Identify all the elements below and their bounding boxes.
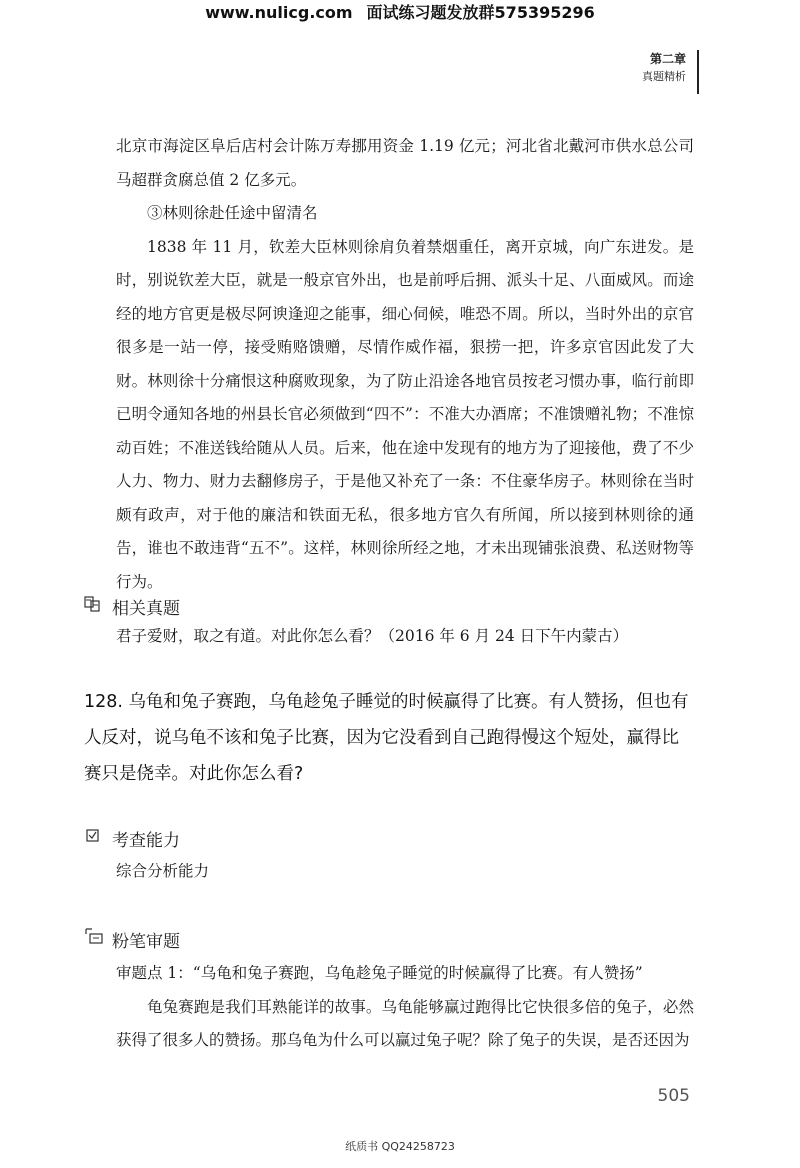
paragraph-3: 1838 年 11 月，钦差大臣林则徐肩负着禁烟重任，离开京城，向广东进发。是时，别说钦差大臣，就是一般京官外出，也是前呼后拥、派头十足、八面威风。而途经的地方官更是极尽阿谀逢迎之能事，细心伺候，唯恐不周。所以，当时外出的京官很多是一站一停，接受贿赂馈赠，尽情作威作福，狠捞一把，许多京官因此发了大财。林则徐十分痛恨这种腐败现象，为了防止沿途各地官员按老习惯办事，临行前即已明令通知各地的州县长官必须做到“四不”：不准大办酒席；不准馈赠礼物；不准惊动百姓；不准送钱给随从人员。后来，他在途中发现有的地方为了迎接他，费了不少人力、物力、财力去翻修房子，于是他又补充了一条：不住豪华房子。林则徐在当时颇有政声，对于他的廉洁和铁面无私，很多地方官久有所闻，所以接到林则徐的通告，谁也不敢违背“五不”。这样，林则徐所经之地，才未出现铺张浪费、私送财物等行为。 xyxy=(116,237,694,591)
site-url[interactable]: www.nulicg.com xyxy=(205,3,353,22)
analysis-title: 粉笔审题 xyxy=(112,932,180,952)
paragraph-heading: ③林则徐赴任途中留清名 xyxy=(147,204,318,222)
related-question: 君子爱财，取之有道。对此你怎么看？（2016 年 6 月 24 日下午内蒙古） xyxy=(116,627,629,645)
page-number: 505 xyxy=(657,1086,690,1106)
analysis-point-1: 审题点 1：“乌龟和兔子赛跑，乌龟趁兔子睡觉的时候赢得了比赛。有人赞扬” xyxy=(116,964,643,982)
chapter-subtitle: 真题精析 xyxy=(642,70,686,83)
body-text-block xyxy=(116,130,694,599)
top-banner xyxy=(0,0,800,28)
analysis-section-header xyxy=(84,926,180,953)
ability-section-header xyxy=(84,826,180,851)
analysis-icon xyxy=(84,926,106,953)
chapter-header xyxy=(642,50,686,86)
footer-note: 纸质书 QQ24258723 xyxy=(345,1140,455,1153)
question-128: 128. 乌龟和兔子赛跑，乌龟趁兔子睡觉的时候赢得了比赛。有人赞扬，但也有人反对，说乌龟不该和兔子比赛，因为它没看到自己跑得慢这个短处，赢得比赛只是侥幸。对此你怎么看? xyxy=(84,692,689,784)
ability-icon xyxy=(84,826,106,851)
analysis-block xyxy=(116,957,694,1058)
chapter-title: 第二章 xyxy=(649,52,686,66)
header-divider xyxy=(697,50,699,94)
analysis-paragraph: 龟兔赛跑是我们耳熟能详的故事。乌龟能够赢过跑得比它快很多倍的兔子，必然获得了很多人的赞扬。那乌龟为什么可以赢过兔子呢？除了兔子的失误，是否还因为 xyxy=(116,997,694,1049)
related-icon xyxy=(84,594,106,619)
related-section-header xyxy=(84,594,180,619)
paragraph-1: 北京市海淀区阜后店村会计陈万寿挪用资金 1.19 亿元；河北省北戴河市供水总公司马超群贪腐总值 2 亿多元。 xyxy=(116,137,694,189)
ability-title: 考查能力 xyxy=(112,831,180,851)
group-notice: 面试练习题发放群575395296 xyxy=(366,3,595,22)
related-title: 相关真题 xyxy=(112,599,180,619)
ability-text: 综合分析能力 xyxy=(116,862,210,880)
